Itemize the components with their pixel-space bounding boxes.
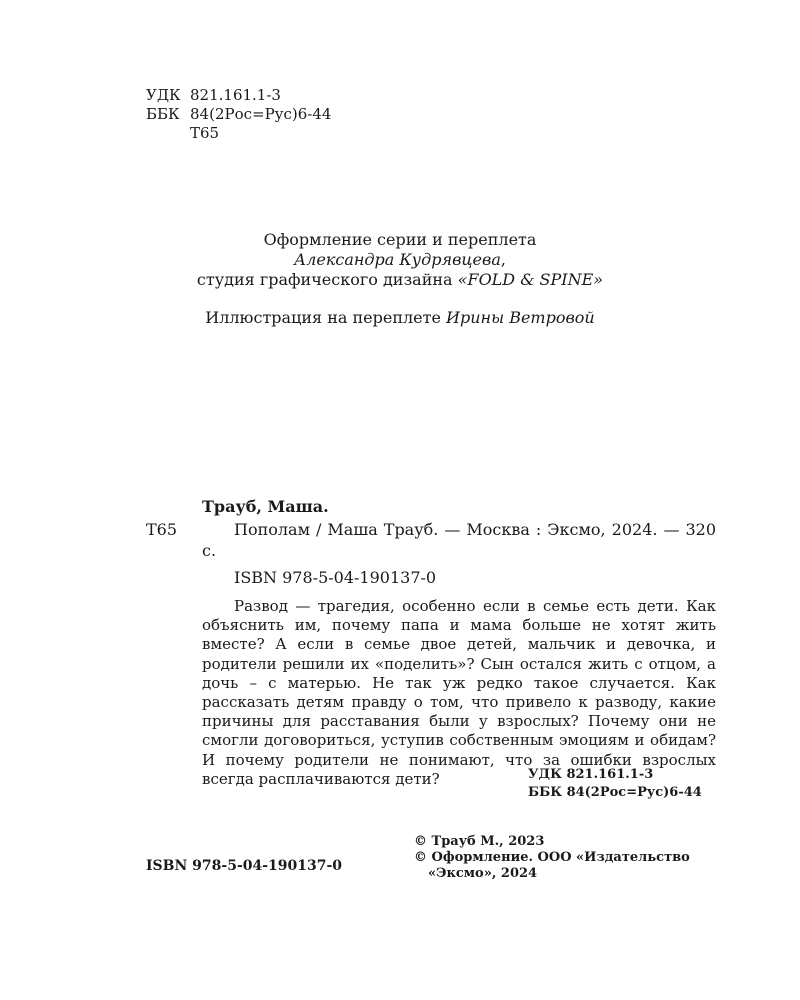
copyright-author: © Трауб М., 2023 — [414, 834, 545, 849]
bottom-bbk: ББК 84(2Рос=Рус)6-44 — [528, 785, 702, 800]
classification-block — [146, 86, 331, 143]
designer-line: Александра Кудрявцева, — [294, 250, 506, 269]
bottom-udk: УДК 821.161.1-3 — [528, 767, 654, 782]
annotation-text: Развод — трагедия, особенно если в семье есть дети. Как объяснить им, почему папа и мама больше не хотят жить вместе? А если в семье двое детей, мальчик и девочка, и родители решили их «поделить»? Сын остался жить с отцом, а дочь – с матерью. Не так уж редко такое случается. Как рассказать детям правду о том, что привело к разводу, какие причины для расставания были у взрослых? Почему они не смогли договориться, уступив собственным эмоциям и обидам? И почему родители не понимают, что за ошибки взрослых всегда расплачиваются дети? — [202, 597, 716, 788]
udk-row — [146, 86, 331, 105]
biblio-isbn: ISBN 978-5-04-190137-0 — [234, 568, 437, 587]
bbk-label: ББК — [146, 105, 180, 123]
studio-name: «FOLD & SPINE» — [457, 270, 604, 289]
illustration-prefix: Иллюстрация на переплете — [205, 308, 447, 327]
cutter-code: Т65 — [190, 124, 220, 142]
design-credits — [0, 230, 800, 328]
biblio-cutter: Т65 — [146, 520, 178, 539]
bbk-row — [146, 105, 331, 124]
udk-label: УДК — [146, 86, 181, 104]
copyright-design-cont: «Эксмо», 2024 — [428, 866, 538, 881]
bbk-value: 84(2Рос=Рус)6-44 — [190, 105, 332, 123]
illustration-credit — [0, 308, 800, 328]
copyright-design: © Оформление. ООО «Издательство — [414, 850, 690, 865]
design-line: Оформление серии и переплета — [263, 230, 537, 249]
bottom-classification — [528, 766, 702, 802]
studio-line — [0, 270, 800, 290]
cutter-row — [146, 124, 331, 143]
bibliographic-record — [146, 496, 716, 789]
udk-value: 821.161.1-3 — [190, 86, 281, 104]
biblio-description: Пополам / Маша Трауб. — Москва : Эксмо, 2024. — 320 с. — [202, 520, 716, 560]
biblio-entry — [146, 519, 716, 561]
bottom-isbn: ISBN 978-5-04-190137-0 — [146, 858, 343, 874]
illustrator-name: Ирины Ветровой — [446, 308, 595, 327]
studio-prefix: студия графического дизайна — [196, 270, 458, 289]
author-heading: Трауб, Маша. — [202, 497, 329, 516]
copyright-block — [414, 834, 690, 882]
designer-name: Александра Кудрявцева — [294, 250, 501, 269]
